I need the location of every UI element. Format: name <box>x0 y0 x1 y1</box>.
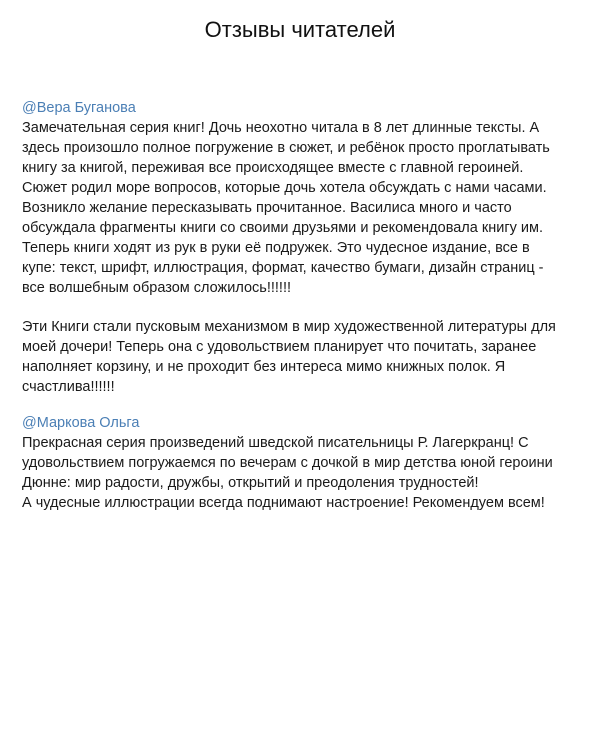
page-title: Отзывы читателей <box>204 17 396 42</box>
review-text: Эти Книги стали пусковым механизмом в мир художественной литературы для моей дочери! Теперь она с удовольствием планирует что почитать, заранее наполняет корзину, и не проходит без интереса мимо книжных полок. Я счастлива!!!!!! <box>22 319 556 395</box>
review-text: Прекрасная серия произведений шведской писательницы Р. Лагеркранц! С удовольствием погружаемся по вечерам с дочкой в мир детства юной героини Дюнне: мир радости, дружбы, открытий и преодоления трудностей! А чудесные иллюстрации всегда поднимают настроение! Рекомендуем всем! <box>22 435 553 511</box>
review-item <box>22 413 582 513</box>
review-author-link[interactable]: @Маркова Ольга <box>22 415 140 431</box>
reviews-list <box>22 98 582 529</box>
review-author-link[interactable]: @Вера Буганова <box>22 100 136 116</box>
review-item <box>22 98 582 397</box>
review-text: Замечательная серия книг! Дочь неохотно читала в 8 лет длинные тексты. А здесь произошло полное погружение в сюжет, и ребёнок просто проглатывать книгу за книгой, переживая все происходящее вместе с главной героиней. Сюжет родил море вопросов, которые дочь хотела обсуждать с нами часами. Возникло желание пересказывать прочитанное. Василиса много и часто обсуждала фрагменты книги со своими друзьями и рекомендовала книгу им. Теперь книги ходят из рук в руки её подружек. Это чудесное издание, все в купе: текст, шрифт, иллюстрация, формат, качество бумаги, дизайн страниц - все волшебным образом сложилось!!!!!! <box>22 120 550 296</box>
